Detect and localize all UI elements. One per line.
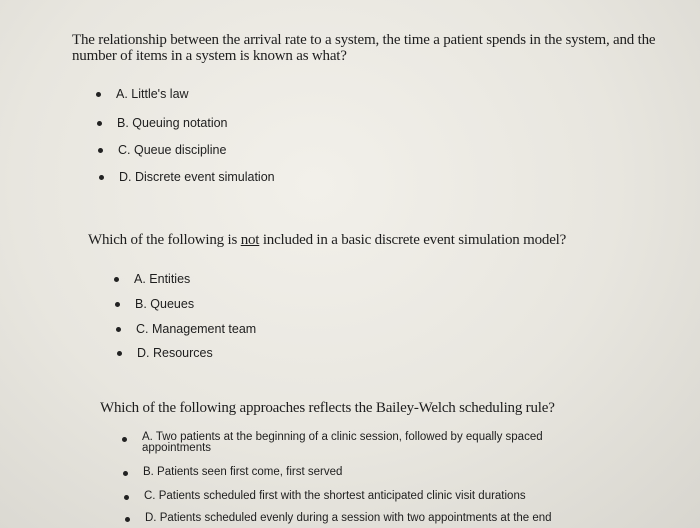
option-label: D. Discrete event simulation [119,170,275,184]
option-label: B. Queues [135,297,195,311]
option-label: C. Management team [136,322,257,336]
bullet-icon [98,148,103,153]
q2-option-d[interactable] [117,346,213,360]
prompt-text: Which of the following is [88,232,241,248]
option-label: A. Two patients at the beginning of a clinic session, followed by equally spaced appointments [142,431,543,454]
bullet-icon [99,175,104,180]
bullet-icon [96,92,101,97]
bullet-icon [123,471,128,476]
q3-option-c[interactable] [124,490,526,502]
question-1-prompt: The relationship between the arrival rate to a system, the time a patient spends in the system, and the number of items in a system is known as what? [72,32,656,64]
question-3-prompt: Which of the following approaches reflects the Bailey-Welch scheduling rule? [100,400,555,416]
bullet-icon [115,302,120,307]
option-label: D. Resources [137,346,213,360]
option-label: B. Queuing notation [117,116,228,130]
bullet-icon [114,277,119,282]
q1-option-d[interactable] [99,170,275,184]
q2-option-b[interactable] [115,297,194,311]
option-label: B. Patients seen first come, first served [143,466,343,478]
bullet-icon [97,121,102,126]
option-label: C. Patients scheduled first with the shortest anticipated clinic visit durations [144,490,526,502]
q3-option-d[interactable] [125,512,552,524]
question-2-prompt [88,232,688,248]
prompt-emphasis: not [240,232,260,248]
bullet-icon [125,517,130,522]
bullet-icon [122,437,127,442]
q1-option-a[interactable] [96,87,189,101]
q1-option-b[interactable] [97,116,228,130]
q2-option-c[interactable] [116,322,256,336]
bullet-icon [124,495,129,500]
bullet-icon [117,351,122,356]
option-label: D. Patients scheduled evenly during a session with two appointments at the end [145,512,552,524]
q1-option-c[interactable] [98,143,226,157]
q3-option-b[interactable] [123,466,342,478]
q2-option-a[interactable] [114,272,190,286]
option-label: A. Entities [134,272,191,286]
bullet-icon [116,327,121,332]
option-label: C. Queue discipline [118,143,227,157]
option-label: A. Little's law [116,87,189,101]
prompt-text: included in a basic discrete event simulation model? [259,232,567,248]
q3-option-a[interactable] [122,432,562,454]
